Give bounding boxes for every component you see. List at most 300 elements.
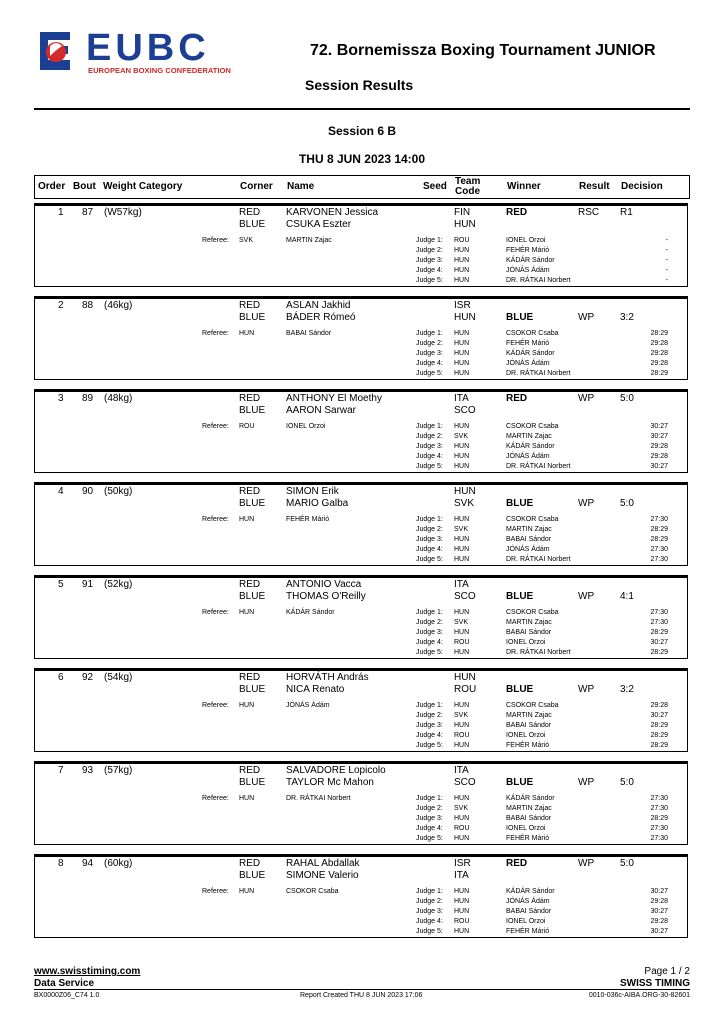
judge-name: FEHÉR Márió (506, 340, 550, 347)
judge-label: Judge 4: (416, 918, 443, 925)
judge-score: 29:28 (650, 918, 668, 925)
red-team-code: ITA (454, 393, 469, 404)
referee-label: Referee: (202, 330, 229, 337)
judge-score: 30:27 (650, 908, 668, 915)
judge-country: HUN (454, 247, 470, 254)
col-name: Name (287, 181, 315, 192)
blue-team-code: SCO (454, 405, 476, 416)
judge-country: ROU (454, 732, 470, 739)
blue-boxer-name: MARIO Galba (286, 498, 349, 509)
decision: 5:0 (620, 858, 634, 869)
red-boxer-name: SIMON Erik (286, 486, 339, 497)
blue-boxer-name: AARON Sarwar (286, 405, 357, 416)
judge-score: 28:29 (650, 526, 668, 533)
red-boxer-name: SALVADORE Lopicolo (286, 765, 386, 776)
judge-label: Judge 5: (416, 556, 443, 563)
judge-score: 28:29 (650, 330, 668, 337)
judge-name: DR. RÁTKAI Norbert (506, 463, 571, 470)
judge-score: 27:30 (650, 546, 668, 553)
judge-country: HUN (454, 556, 470, 563)
judge-name: DR. RÁTKAI Norbert (506, 277, 571, 284)
bout-order: 1 (58, 207, 64, 218)
decision: R1 (620, 207, 633, 218)
judge-label: Judge 3: (416, 815, 443, 822)
bout-number: 89 (82, 393, 94, 404)
footer-code: BX0000Z06_C74 1.0 (34, 992, 100, 999)
bout-weight-category: (57kg) (104, 765, 133, 776)
referee-label: Referee: (202, 516, 229, 523)
judge-label: Judge 3: (416, 629, 443, 636)
referee-name: JÓNÁS Ádám (286, 702, 330, 709)
judge-score: 29:28 (650, 340, 668, 347)
judge-label: Judge 1: (416, 609, 443, 616)
judge-label: Judge 1: (416, 423, 443, 430)
blue-boxer-name: BÁDER Rómeó (286, 312, 356, 323)
blue-boxer-name: NICA Renato (286, 684, 345, 695)
judge-name: KÁDÁR Sándor (506, 888, 555, 895)
referee-country: HUN (239, 888, 255, 895)
referee-label: Referee: (202, 795, 229, 802)
judge-score: - (665, 237, 668, 244)
blue-team-code: ITA (454, 870, 469, 881)
judge-label: Judge 1: (416, 330, 443, 337)
judge-score: 27:30 (650, 835, 668, 842)
blue-boxer-name: TAYLOR Mc Mahon (286, 777, 374, 788)
header-divider (34, 108, 690, 110)
blue-corner-label: BLUE (239, 591, 266, 602)
judge-label: Judge 5: (416, 370, 443, 377)
col-corner: Corner (240, 181, 273, 192)
blue-corner-label: BLUE (239, 312, 266, 323)
judge-name: IONEL Orzoi (506, 825, 546, 832)
col-order: Order (38, 181, 66, 192)
judge-country: HUN (454, 742, 470, 749)
footer-page-number: Page 1 / 2 (644, 966, 690, 977)
red-corner-label: RED (239, 672, 261, 683)
judge-country: HUN (454, 257, 470, 264)
judge-country: HUN (454, 443, 470, 450)
judge-country: HUN (454, 609, 470, 616)
judge-label: Judge 3: (416, 257, 443, 264)
judge-name: IONEL Orzoi (506, 918, 546, 925)
judge-name: KÁDÁR Sándor (506, 257, 555, 264)
judge-label: Judge 4: (416, 267, 443, 274)
red-team-code: ITA (454, 765, 469, 776)
col-bout: Bout (73, 181, 96, 192)
judge-name: JÓNÁS Ádám (506, 898, 550, 905)
judge-score: 30:27 (650, 928, 668, 935)
judge-score: 30:27 (650, 639, 668, 646)
judge-label: Judge 1: (416, 237, 443, 244)
judge-score: 27:30 (650, 795, 668, 802)
result-type: WP (578, 393, 595, 404)
red-boxer-name: RAHAL Abdallak (286, 858, 360, 869)
bout-weight-category: (52kg) (104, 579, 133, 590)
judge-country: HUN (454, 370, 470, 377)
judge-country: SVK (454, 712, 469, 719)
winner-corner: BLUE (506, 312, 534, 323)
bout-weight-category: (50kg) (104, 486, 133, 497)
judge-name: JÓNÁS Ádám (506, 453, 550, 460)
col-team-code-line1: Team (455, 176, 481, 187)
judge-score: 28:29 (650, 536, 668, 543)
judge-label: Judge 1: (416, 795, 443, 802)
judge-name: IONEL Orzoi (506, 237, 546, 244)
blue-team-code: SCO (454, 777, 476, 788)
judge-name: BABAI Sándor (506, 722, 552, 729)
result-type: RSC (578, 207, 600, 218)
red-team-code: HUN (454, 672, 476, 683)
judge-label: Judge 4: (416, 453, 443, 460)
judge-country: HUN (454, 516, 470, 523)
result-type: WP (578, 498, 595, 509)
red-team-code: ISR (454, 300, 471, 311)
blue-team-code: SVK (454, 498, 475, 509)
red-boxer-name: ANTONIO Vacca (286, 579, 362, 590)
referee-country: HUN (239, 516, 255, 523)
judge-score: - (665, 257, 668, 264)
judge-name: KÁDÁR Sándor (506, 795, 555, 802)
red-corner-label: RED (239, 765, 261, 776)
judge-country: HUN (454, 815, 470, 822)
judge-country: ROU (454, 825, 470, 832)
referee-name: FEHÉR Márió (286, 516, 330, 523)
judge-country: HUN (454, 453, 470, 460)
judge-country: HUN (454, 835, 470, 842)
referee-country: ROU (239, 423, 255, 430)
judge-country: HUN (454, 629, 470, 636)
winner-corner: BLUE (506, 777, 534, 788)
bout-number: 88 (82, 300, 94, 311)
winner-corner: RED (506, 393, 528, 404)
judge-score: 29:28 (650, 350, 668, 357)
decision: 5:0 (620, 498, 634, 509)
judge-label: Judge 3: (416, 536, 443, 543)
judge-country: HUN (454, 795, 470, 802)
judge-label: Judge 4: (416, 732, 443, 739)
judge-name: KÁDÁR Sándor (506, 443, 555, 450)
bout-number: 93 (82, 765, 94, 776)
eubc-emblem-icon (40, 32, 70, 70)
red-team-code: FIN (454, 207, 471, 218)
red-boxer-name: ASLAN Jakhid (286, 300, 351, 311)
referee-label: Referee: (202, 888, 229, 895)
judge-country: HUN (454, 888, 470, 895)
referee-name: KÁDÁR Sándor (286, 609, 335, 616)
judge-name: FEHÉR Márió (506, 835, 550, 842)
referee-label: Referee: (202, 609, 229, 616)
judge-label: Judge 5: (416, 463, 443, 470)
judge-name: MARTIN Zajac (506, 712, 552, 719)
judge-country: HUN (454, 423, 470, 430)
result-type: WP (578, 312, 595, 323)
judge-label: Judge 2: (416, 340, 443, 347)
red-boxer-name: HORVÁTH András (286, 672, 369, 683)
footer-swiss-timing: SWISS TIMING (620, 978, 690, 989)
judge-label: Judge 5: (416, 742, 443, 749)
judge-name: CSOKOR Csaba (506, 516, 559, 523)
referee-name: MARTIN Zajac (286, 237, 332, 244)
judge-score: 30:27 (650, 433, 668, 440)
col-team-code-line2: Code (455, 186, 480, 197)
judge-score: 27:30 (650, 619, 668, 626)
judge-label: Judge 1: (416, 888, 443, 895)
judge-score: 28:29 (650, 649, 668, 656)
judge-name: CSOKOR Csaba (506, 702, 559, 709)
bout-order: 3 (58, 393, 64, 404)
judge-label: Judge 2: (416, 619, 443, 626)
footer-divider (34, 989, 690, 990)
judge-label: Judge 2: (416, 526, 443, 533)
referee-name: BABAI Sándor (286, 330, 332, 337)
judge-label: Judge 2: (416, 805, 443, 812)
judge-name: MARTIN Zajac (506, 619, 552, 626)
decision: 3:2 (620, 312, 634, 323)
judge-name: FEHÉR Márió (506, 247, 550, 254)
col-winner: Winner (507, 181, 541, 192)
judge-score: 30:27 (650, 712, 668, 719)
judge-name: IONEL Orzoi (506, 732, 546, 739)
judge-country: HUN (454, 546, 470, 553)
bout-order: 8 (58, 858, 64, 869)
red-team-code: ISR (454, 858, 471, 869)
blue-team-code: HUN (454, 312, 476, 323)
blue-team-code: HUN (454, 219, 476, 230)
bout-number: 92 (82, 672, 94, 683)
judge-score: 27:30 (650, 516, 668, 523)
judge-score: 30:27 (650, 423, 668, 430)
result-type: WP (578, 591, 595, 602)
blue-corner-label: BLUE (239, 405, 266, 416)
judge-label: Judge 5: (416, 928, 443, 935)
judge-name: MARTIN Zajac (506, 805, 552, 812)
judge-name: DR. RÁTKAI Norbert (506, 649, 571, 656)
judge-score: 30:27 (650, 888, 668, 895)
judge-score: 29:28 (650, 360, 668, 367)
bout-weight-category: (54kg) (104, 672, 133, 683)
referee-country: SVK (239, 237, 254, 244)
referee-name: IONEL Orzoi (286, 423, 326, 430)
judge-label: Judge 3: (416, 350, 443, 357)
judge-country: HUN (454, 330, 470, 337)
judge-country: HUN (454, 908, 470, 915)
red-boxer-name: ANTHONY El Moethy (286, 393, 382, 404)
judge-country: SVK (454, 805, 469, 812)
judge-country: HUN (454, 536, 470, 543)
judge-country: HUN (454, 267, 470, 274)
judge-label: Judge 2: (416, 712, 443, 719)
blue-boxer-name: SIMONE Valerio (286, 870, 359, 881)
judge-country: HUN (454, 702, 470, 709)
judge-country: SVK (454, 619, 469, 626)
judge-name: CSOKOR Csaba (506, 330, 559, 337)
judge-label: Judge 1: (416, 516, 443, 523)
judge-country: HUN (454, 350, 470, 357)
referee-name: CSOKOR Csaba (286, 888, 339, 895)
judge-label: Judge 4: (416, 546, 443, 553)
judge-label: Judge 2: (416, 433, 443, 440)
judge-name: BABAI Sándor (506, 815, 552, 822)
bout-weight-category: (60kg) (104, 858, 133, 869)
result-type: WP (578, 777, 595, 788)
judge-country: HUN (454, 722, 470, 729)
judge-name: KÁDÁR Sándor (506, 350, 555, 357)
bout-number: 91 (82, 579, 94, 590)
red-corner-label: RED (239, 486, 261, 497)
red-corner-label: RED (239, 579, 261, 590)
judge-score: 27:30 (650, 609, 668, 616)
bout-order: 6 (58, 672, 64, 683)
judge-label: Judge 3: (416, 443, 443, 450)
referee-country: HUN (239, 795, 255, 802)
bout-order: 2 (58, 300, 64, 311)
blue-corner-label: BLUE (239, 498, 266, 509)
judge-score: 29:28 (650, 453, 668, 460)
judge-country: ROU (454, 639, 470, 646)
referee-label: Referee: (202, 423, 229, 430)
footer-doc-id: 0010-036c-AIBA.ORG-30-82601 (588, 992, 690, 999)
bout-order: 4 (58, 486, 64, 497)
referee-country: HUN (239, 609, 255, 616)
judge-label: Judge 5: (416, 649, 443, 656)
decision: 3:2 (620, 684, 634, 695)
red-team-code: HUN (454, 486, 476, 497)
logo-wordmark: EUBC (86, 28, 210, 69)
col-seed: Seed (423, 181, 447, 192)
judge-score: 28:29 (650, 815, 668, 822)
judge-score: 29:28 (650, 898, 668, 905)
judge-name: CSOKOR Csaba (506, 423, 559, 430)
decision: 5:0 (620, 393, 634, 404)
judge-score: - (665, 277, 668, 284)
judge-label: Judge 5: (416, 835, 443, 842)
decision: 4:1 (620, 591, 634, 602)
judge-name: JÓNÁS Ádám (506, 360, 550, 367)
blue-boxer-name: THOMAS O'Reilly (286, 591, 366, 602)
referee-country: HUN (239, 330, 255, 337)
result-type: WP (578, 684, 595, 695)
bout-number: 87 (82, 207, 94, 218)
red-team-code: ITA (454, 579, 469, 590)
red-boxer-name: KARVONEN Jessica (286, 207, 379, 218)
judge-label: Judge 2: (416, 247, 443, 254)
judge-country: HUN (454, 649, 470, 656)
judge-score: 28:29 (650, 742, 668, 749)
judge-country: HUN (454, 463, 470, 470)
bout-number: 90 (82, 486, 94, 497)
session-name: Session 6 B (327, 124, 397, 138)
judge-name: MARTIN Zajac (506, 526, 552, 533)
judge-country: HUN (454, 340, 470, 347)
judge-label: Judge 3: (416, 722, 443, 729)
judge-name: JÓNÁS Ádám (506, 267, 550, 274)
judge-country: ROU (454, 237, 470, 244)
judge-score: 29:28 (650, 443, 668, 450)
judge-score: 28:29 (650, 722, 668, 729)
page-title: Session Results (305, 77, 414, 93)
judge-name: DR. RÁTKAI Norbert (506, 370, 571, 377)
table-header (34, 175, 690, 199)
judge-name: BABAI Sándor (506, 629, 552, 636)
winner-corner: BLUE (506, 498, 534, 509)
tournament-title: 72. Bornemissza Boxing Tournament JUNIOR (310, 42, 656, 59)
blue-boxer-name: CSUKA Eszter (286, 219, 352, 230)
blue-corner-label: BLUE (239, 870, 266, 881)
judge-name: MARTIN Zajac (506, 433, 552, 440)
judge-score: - (665, 267, 668, 274)
judge-score: 30:27 (650, 463, 668, 470)
judge-name: BABAI Sándor (506, 908, 552, 915)
judge-label: Judge 1: (416, 702, 443, 709)
logo-subtitle: EUROPEAN BOXING CONFEDERATION (88, 66, 231, 75)
judge-country: ROU (454, 918, 470, 925)
judge-country: HUN (454, 898, 470, 905)
footer-report-created: Report Created THU 8 JUN 2023 17:06 (300, 992, 423, 999)
bout-weight-category: (46kg) (104, 300, 133, 311)
judge-label: Judge 3: (416, 908, 443, 915)
referee-label: Referee: (202, 237, 229, 244)
blue-corner-label: BLUE (239, 684, 266, 695)
footer-data-service: Data Service (34, 978, 95, 989)
col-decision: Decision (621, 181, 663, 192)
winner-corner: RED (506, 858, 528, 869)
judge-score: 28:29 (650, 370, 668, 377)
result-type: WP (578, 858, 595, 869)
judge-score: 27:30 (650, 805, 668, 812)
judge-score: 27:30 (650, 825, 668, 832)
red-corner-label: RED (239, 393, 261, 404)
red-corner-label: RED (239, 858, 261, 869)
judge-name: CSOKOR Csaba (506, 609, 559, 616)
judge-label: Judge 2: (416, 898, 443, 905)
winner-corner: RED (506, 207, 528, 218)
judge-country: HUN (454, 277, 470, 284)
judge-name: FEHÉR Márió (506, 742, 550, 749)
judge-label: Judge 4: (416, 639, 443, 646)
judge-score: 28:29 (650, 732, 668, 739)
blue-corner-label: BLUE (239, 777, 266, 788)
judge-score: - (665, 247, 668, 254)
judge-name: IONEL Orzoi (506, 639, 546, 646)
session-datetime: THU 8 JUN 2023 14:00 (298, 152, 426, 166)
judge-name: FEHÉR Márió (506, 928, 550, 935)
bout-weight-category: (W57kg) (104, 207, 142, 218)
judge-label: Judge 4: (416, 360, 443, 367)
judge-label: Judge 5: (416, 277, 443, 284)
judge-score: 27:30 (650, 556, 668, 563)
col-result: Result (579, 181, 610, 192)
judge-name: JÓNÁS Ádám (506, 546, 550, 553)
referee-country: HUN (239, 702, 255, 709)
bout-order: 7 (58, 765, 64, 776)
red-corner-label: RED (239, 207, 261, 218)
eubc-logo (36, 28, 286, 76)
judge-country: HUN (454, 928, 470, 935)
blue-team-code: SCO (454, 591, 476, 602)
judge-name: DR. RÁTKAI Norbert (506, 556, 571, 563)
referee-label: Referee: (202, 702, 229, 709)
col-weight: Weight Category (103, 181, 183, 192)
judge-country: SVK (454, 433, 469, 440)
judge-name: BABAI Sándor (506, 536, 552, 543)
red-corner-label: RED (239, 300, 261, 311)
judge-country: SVK (454, 526, 469, 533)
bout-weight-category: (48kg) (104, 393, 133, 404)
bout-order: 5 (58, 579, 64, 590)
bout-number: 94 (82, 858, 94, 869)
blue-team-code: ROU (454, 684, 477, 695)
footer-url[interactable]: www.swisstiming.com (34, 966, 141, 977)
